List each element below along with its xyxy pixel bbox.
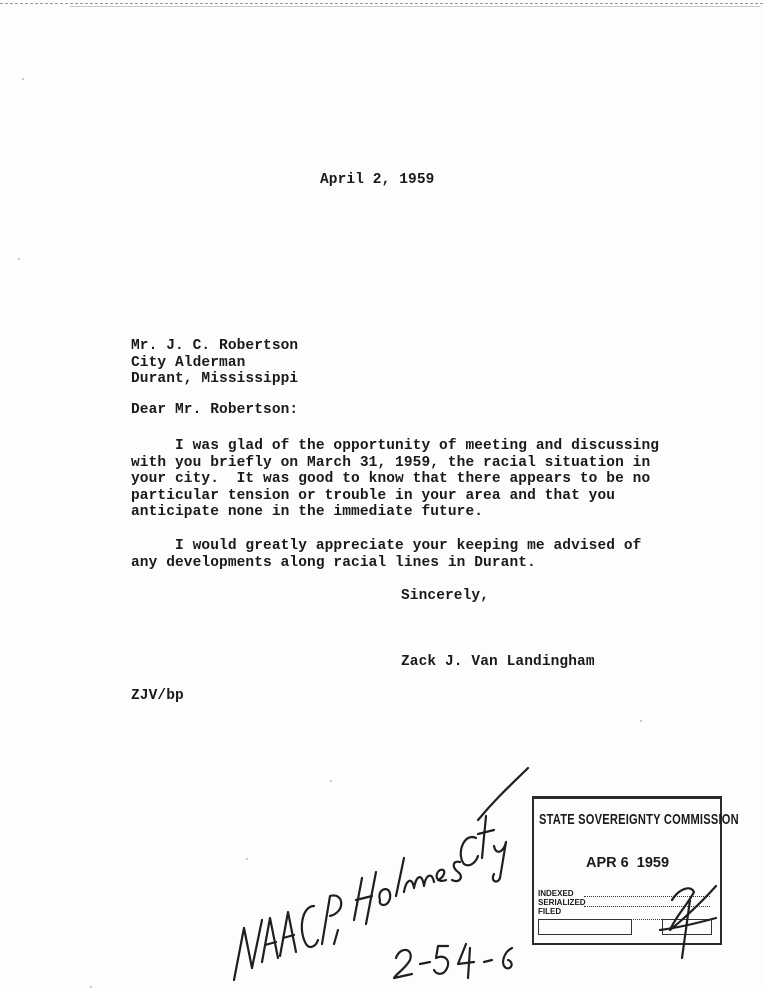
paragraph-line: I was glad of the opportunity of meeting and discussing bbox=[131, 438, 660, 454]
handwritten-note bbox=[234, 768, 528, 980]
paper-speck bbox=[640, 720, 642, 722]
body-paragraph-2 bbox=[131, 538, 641, 571]
paragraph-line: particular tension or trouble in your area and that you bbox=[131, 487, 616, 504]
stamp-dotted-lines bbox=[584, 896, 710, 920]
paper-speck bbox=[246, 858, 248, 860]
body-paragraph-1 bbox=[131, 438, 659, 521]
stamp-box-left bbox=[538, 919, 632, 935]
closing: Sincerely, bbox=[401, 588, 490, 604]
stamp-field-indexed: INDEXED bbox=[538, 889, 574, 898]
stamp-title: STATE SOVEREIGNTY COMMISSION bbox=[539, 811, 739, 828]
typist-initials: ZJV/bp bbox=[131, 688, 184, 704]
stamp-field-serialized: SERIALIZED bbox=[538, 898, 586, 907]
paper-speck bbox=[90, 986, 92, 988]
paragraph-line: your city. It was good to know that there appears to be no bbox=[131, 471, 651, 488]
paragraph-line: I would greatly appreciate your keeping me advised of bbox=[131, 538, 642, 554]
recipient-name: Mr. J. C. Robertson bbox=[131, 338, 299, 354]
stamp-field-filed: FILED bbox=[538, 907, 562, 916]
recipient-address bbox=[131, 338, 298, 388]
page-top-rule bbox=[0, 3, 763, 4]
salutation: Dear Mr. Robertson: bbox=[131, 402, 299, 418]
stamp-fields bbox=[538, 889, 586, 916]
letter-date: April 2, 1959 bbox=[320, 172, 435, 188]
handwritten-file-number bbox=[394, 944, 512, 978]
paper-speck bbox=[18, 258, 20, 260]
paragraph-line: anticipate none in the immediate future. bbox=[131, 504, 484, 521]
stamp-box-right bbox=[662, 919, 712, 935]
stamp-dotted-line bbox=[584, 906, 710, 907]
received-stamp bbox=[532, 796, 739, 945]
paragraph-line: any developments along racial lines in Durant. bbox=[131, 554, 536, 571]
stamp-date: APR 6 1959 bbox=[586, 855, 670, 871]
recipient-location: Durant, Mississippi bbox=[131, 371, 299, 388]
paragraph-line: with you briefly on March 31, 1959, the racial situation in bbox=[131, 454, 651, 471]
recipient-title: City Alderman bbox=[131, 354, 246, 371]
signer-name: Zack J. Van Landingham bbox=[401, 654, 595, 670]
paper-speck bbox=[330, 780, 332, 782]
paper-speck bbox=[22, 78, 24, 80]
page-top-rule-secondary bbox=[70, 6, 760, 7]
